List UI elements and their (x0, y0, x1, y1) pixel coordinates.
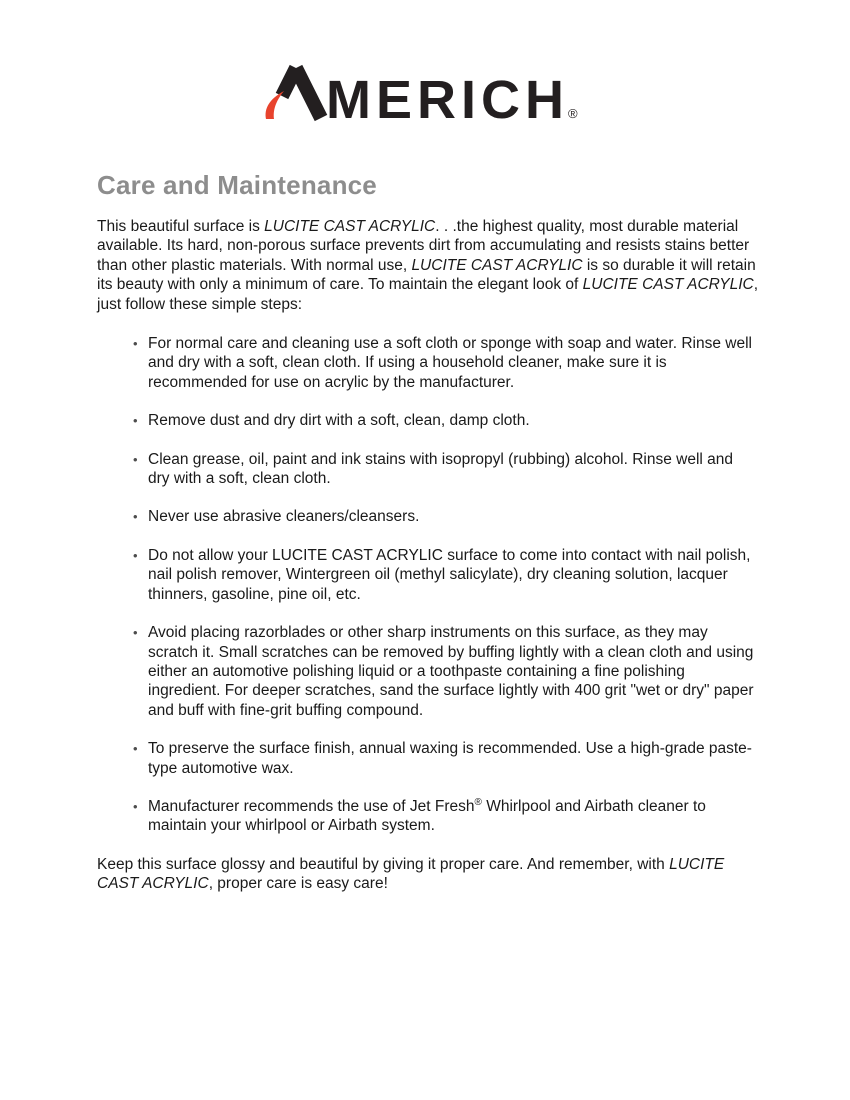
bullet-icon: • (133, 798, 138, 814)
bullet-icon: • (133, 336, 138, 352)
list-item-text: Remove dust and dry dirt with a soft, clean, damp cloth. (148, 412, 530, 430)
list-item-text: Avoid placing razorblades or other sharp instruments on this surface, as they may scratch it. Small scratches can be removed by buffing lightly with a clean cloth and using either an automotive polishing liquid or a toothpaste containing a fine polishing ingredient. For deeper scratches, sand the surface lightly with 400 grit "wet or dry" paper and buff with fine-grit buffing compound. (148, 624, 754, 719)
bullet-icon: • (133, 451, 138, 467)
list-item-text: Never use abrasive cleaners/cleansers. (148, 508, 420, 526)
list-item (133, 546, 757, 604)
logo-registered-mark: ® (568, 106, 578, 121)
list-item-text: Clean grease, oil, paint and ink stains with isopropyl (rubbing) alcohol. Rinse well and dry with a soft, clean cloth. (148, 450, 734, 488)
americh-logo (0, 0, 850, 124)
list-item (133, 450, 757, 489)
bullet-icon: • (133, 741, 138, 757)
list-item (133, 507, 757, 526)
list-item-text: Do not allow your LUCITE CAST ACRYLIC surface to come into contact with nail polish, nail polish remover, Wintergreen oil (methyl salicylate), dry cleaning solution, lacquer thinners, gasoline, pine oil, etc. (148, 546, 751, 603)
bullet-icon: • (133, 625, 138, 641)
page-title: Care and Maintenance (97, 170, 377, 200)
bullet-icon: • (133, 547, 138, 563)
list-item-text: To preserve the surface finish, annual waxing is recommended. Use a high-grade paste-type automotive wax. (148, 740, 752, 777)
closing-paragraph: Keep this surface glossy and beautiful by giving it proper care. And remember, with LUCITE CAST ACRYLIC, proper care is easy care! (97, 855, 725, 893)
americh-logo-graphic (260, 60, 590, 124)
bullet-icon: • (133, 413, 138, 429)
list-item-text: Manufacturer recommends the use of Jet Fresh® Whirlpool and Airbath cleaner to maintain your whirlpool or Airbath system. (148, 796, 706, 835)
bullet-icon: • (133, 509, 138, 525)
list-item (133, 739, 757, 778)
care-instructions-list (97, 334, 759, 836)
document-content (97, 170, 759, 894)
logo-text: MERICH (326, 70, 569, 124)
logo-a-left-stroke (282, 68, 296, 96)
logo-letter-a (266, 68, 321, 119)
list-item (133, 623, 757, 720)
list-item (133, 334, 757, 392)
list-item (133, 797, 757, 836)
list-item-text: For normal care and cleaning use a soft cloth or sponge with soap and water. Rinse well and dry with a soft, clean cloth. If using a household cleaner, make sure it is recommended for use on acrylic by the manufacturer. (148, 335, 752, 391)
list-item (133, 411, 757, 430)
intro-paragraph: This beautiful surface is LUCITE CAST ACRYLIC. . .the highest quality, most durable material available. Its hard, non-porous surface prevents dirt from accumulating and resists stains better than other plastic materials. With normal use, LUCITE CAST ACRYLIC is so durable it will retain its beauty with only a minimum of care. To maintain the elegant look of LUCITE CAST ACRYLIC, just follow these simple steps: (97, 218, 759, 313)
